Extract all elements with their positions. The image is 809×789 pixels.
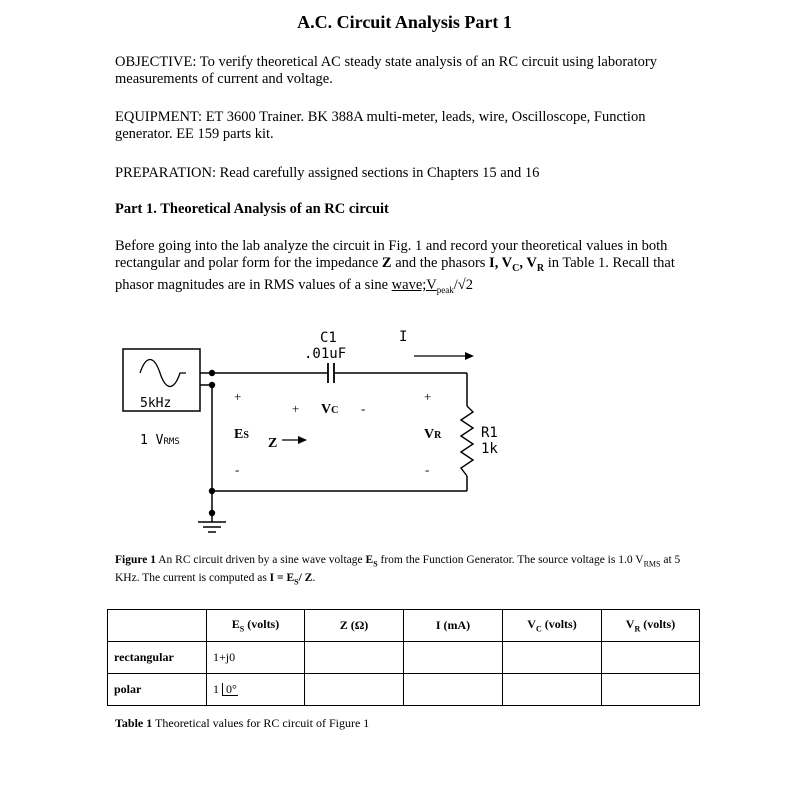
- table-header-z: Z (Ω): [305, 610, 404, 642]
- cell-es-polar[interactable]: [207, 674, 305, 706]
- es-polar-mag: 1: [213, 682, 219, 696]
- figure-caption-eq-sub: S: [294, 577, 299, 587]
- sine-wave-icon: [140, 360, 186, 387]
- vc-label: [321, 402, 338, 417]
- figure-caption: [115, 553, 700, 590]
- preparation-paragraph: PREPARATION: Read carefully assigned sections in Chapters 15 and 16: [115, 165, 540, 181]
- theoretical-values-table: [107, 609, 700, 706]
- th-vc-sub: C: [535, 624, 542, 634]
- cell-z-rectangular[interactable]: [305, 642, 404, 674]
- cell-i-rectangular[interactable]: [404, 642, 503, 674]
- th-es-text: E: [231, 617, 240, 632]
- source-mag-text: 1 V: [140, 433, 164, 448]
- figure-caption-t1: An RC circuit driven by a sine wave voltage: [156, 554, 366, 566]
- angle-bracket: [222, 683, 238, 696]
- vc-plus: +: [292, 401, 300, 416]
- cell-vc-polar[interactable]: [503, 674, 602, 706]
- th-es-rest: (volts): [244, 617, 280, 632]
- figure-caption-es: [365, 554, 378, 569]
- vr-plus: +: [424, 389, 432, 404]
- figure-caption-es-text: E: [365, 554, 374, 566]
- es-polar-angle: 0°: [226, 682, 237, 696]
- table-header-es: [207, 610, 305, 642]
- instr-z: Z: [381, 255, 392, 271]
- cell-vc-rectangular[interactable]: [503, 642, 602, 674]
- vc-label-sub: C: [331, 405, 339, 416]
- source-rms-sub: RMS: [163, 437, 180, 447]
- instr-peak-sub: peak: [436, 284, 454, 295]
- res-name-label: R1: [481, 425, 498, 441]
- table-header-vc: [503, 610, 602, 642]
- resistor-symbol: [461, 406, 473, 476]
- table-header-empty: [108, 610, 207, 642]
- table-caption: [115, 716, 369, 731]
- objective-paragraph: OBJECTIVE: To verify theoretical AC steady state analysis of an RC circuit using laboratory measurements of current and voltage.: [115, 54, 657, 87]
- z-arrow-head: [298, 436, 307, 444]
- cell-vr-polar[interactable]: [602, 674, 700, 706]
- es-label-sub: S: [243, 430, 249, 441]
- instr-text-1: Before going into the lab analyze the circuit in Fig. 1 and record your theoretical values in both rectangular and polar form for the impedance: [115, 238, 668, 271]
- instr-c-sub: C: [512, 262, 520, 274]
- es-plus: +: [234, 389, 242, 404]
- table-header-row: [108, 610, 700, 642]
- th-vc-rest: (volts): [541, 617, 577, 632]
- instr-text-3: in Table 1. Recall that phasor magnitudes are in RMS values of a sine: [115, 255, 675, 293]
- instr-text-4: /√2: [453, 276, 473, 293]
- res-value-label: 1k: [481, 441, 498, 457]
- th-vr-rest: (volts): [640, 617, 676, 632]
- th-vr-sub: R: [634, 624, 641, 634]
- figure-caption-eq-text: I = E: [269, 572, 295, 585]
- table-header-vr: [602, 610, 700, 642]
- figure-caption-es-sub: S: [373, 559, 378, 569]
- instr-text-2: and the phasors: [391, 255, 490, 271]
- table-row: [108, 674, 700, 706]
- vr-label-sub: R: [434, 430, 442, 441]
- instr-r-sub: R: [536, 262, 545, 274]
- part1-heading: Part 1. Theoretical Analysis of an RC circuit: [115, 201, 389, 217]
- cell-es-rectangular[interactable]: 1+j0: [207, 642, 305, 674]
- figure-caption-t3: at 5 KHz. The current is computed as: [115, 554, 681, 585]
- current-label: I: [399, 329, 408, 345]
- table-header-i: I (mA): [404, 610, 503, 642]
- z-label: Z: [268, 436, 278, 451]
- cell-vr-rectangular[interactable]: [602, 642, 700, 674]
- vr-label: [424, 427, 442, 442]
- current-arrow-head: [465, 352, 474, 360]
- frequency-label: 5kHz: [140, 396, 172, 411]
- vr-label-text: V: [424, 427, 435, 442]
- th-vc-text: V: [527, 617, 536, 632]
- figure-caption-rms-sub: RMS: [643, 559, 661, 569]
- page-title: A.C. Circuit Analysis Part 1: [297, 12, 512, 32]
- vc-minus: -: [361, 401, 366, 416]
- th-vr-text: V: [625, 617, 635, 632]
- table-row: [108, 642, 700, 674]
- es-label: [234, 427, 249, 442]
- source-magnitude-label: [140, 433, 180, 448]
- es-label-text: E: [234, 427, 244, 442]
- cap-name-label: C1: [320, 330, 337, 346]
- figure-caption-eq-end: / Z: [298, 572, 313, 585]
- instr-wave-text: wave;V: [391, 276, 437, 293]
- vc-label-text: V: [321, 402, 332, 417]
- cell-i-polar[interactable]: [404, 674, 503, 706]
- vr-minus: -: [425, 462, 430, 477]
- figure-caption-eq: [269, 572, 316, 587]
- cap-value-label: .01uF: [304, 346, 347, 362]
- instr-comma-v: , V: [519, 255, 537, 271]
- table-caption-label: Table 1: [115, 716, 153, 730]
- row-label-polar: polar: [108, 674, 207, 706]
- th-es-sub: S: [239, 624, 245, 634]
- es-minus: -: [235, 462, 240, 477]
- cell-z-polar[interactable]: [305, 674, 404, 706]
- instr-phasor-iv: I, V: [489, 255, 513, 271]
- table-caption-text: Theoretical values for RC circuit of Figure 1: [152, 716, 370, 730]
- row-label-rectangular: rectangular: [108, 642, 207, 674]
- figure-caption-t4: .: [312, 572, 316, 585]
- equipment-paragraph: EQUIPMENT: ET 3600 Trainer. BK 388A multi-meter, leads, wire, Oscilloscope, Function generator. EE 159 parts kit.: [115, 109, 646, 142]
- figure-caption-t2: from the Function Generator. The source voltage is 1.0 V: [377, 554, 644, 566]
- figure-caption-label: Figure 1: [115, 554, 156, 566]
